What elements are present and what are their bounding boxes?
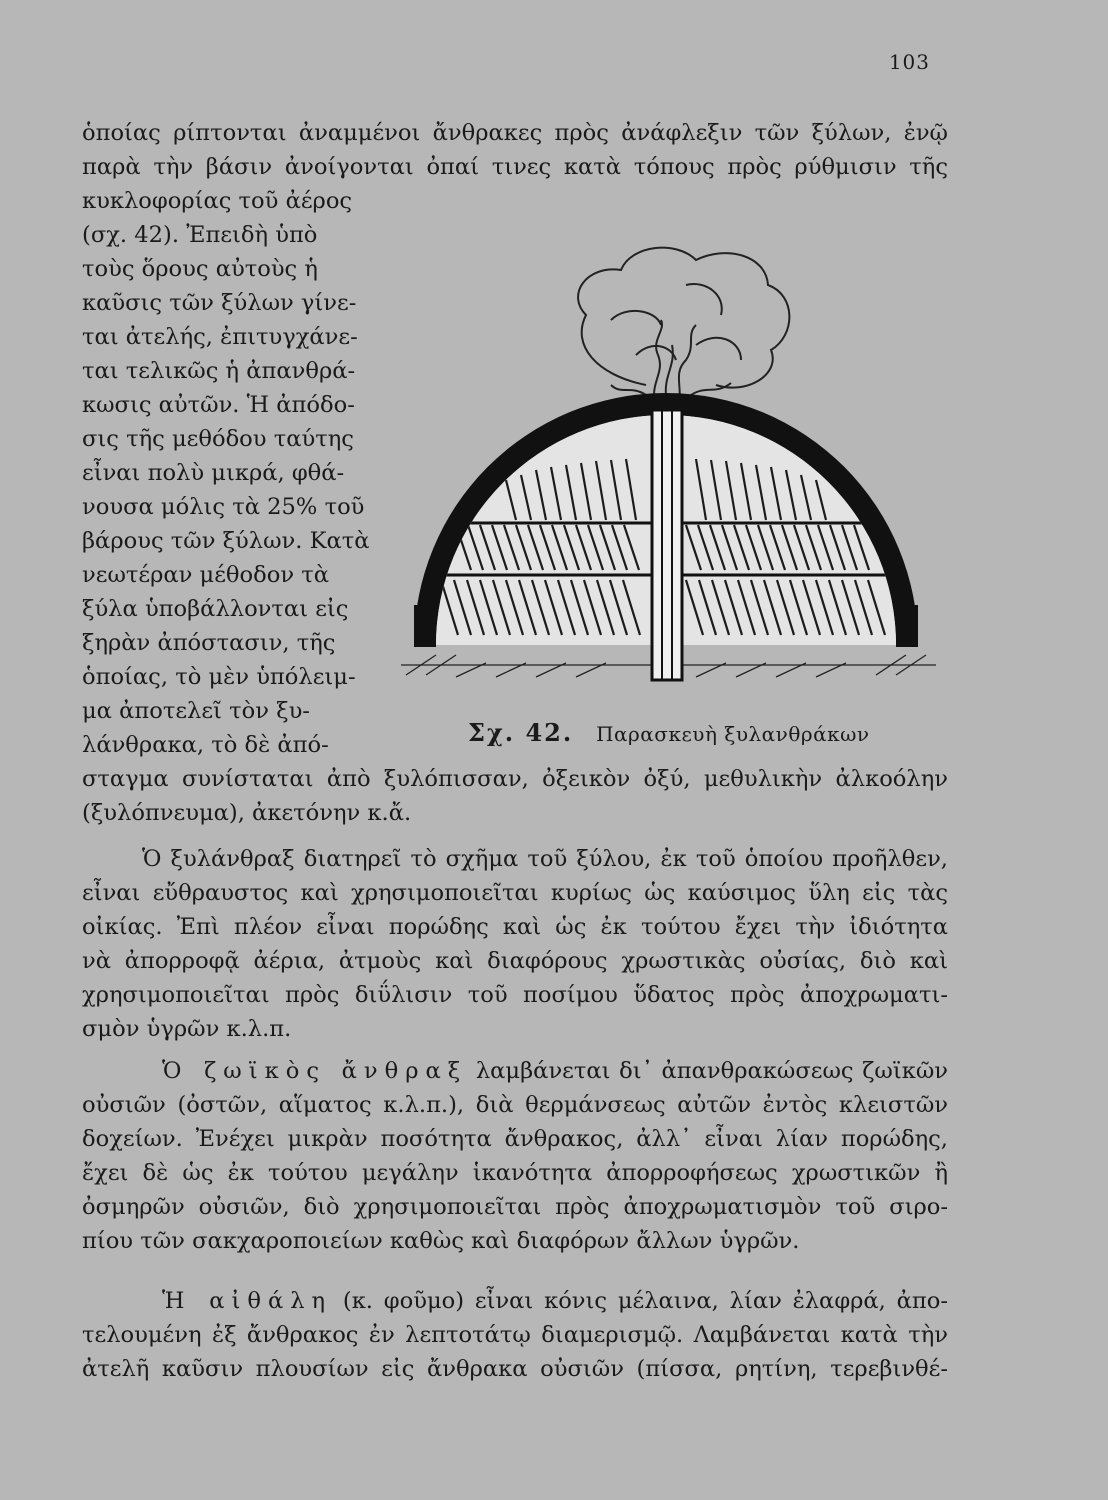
text-line: ται τελικῶς ἡ ἀπανθρά-	[82, 358, 356, 384]
text-line: σταγμα συνίσταται ἀπὸ ξυλόπισσαν, ὀξεικὸν ὀξύ, μεθυλικὴν ἀλκοόλην	[82, 766, 948, 792]
text-line: τοὺς ὅρους αὐτοὺς ἡ	[82, 256, 318, 282]
text-line: κυκλοφορίας τοῦ ἀέρος	[82, 188, 353, 214]
page-number: 103	[888, 50, 930, 74]
text-line: βάρους τῶν ξύλων. Κατὰ	[82, 528, 370, 554]
text-line: παρὰ τὴν βάσιν ἀνοίγονται ὀπαί τινες κατὰ τόπους πρὸς ρύθμισιν τῆς	[82, 154, 948, 180]
text-line: νὰ ἀπορροφᾷ ἀέρια, ἀτμοὺς καὶ διαφόρους χρωστικὰς οὐσίας, διὸ καὶ	[82, 948, 948, 974]
figure-caption	[468, 718, 870, 747]
paragraph-4	[82, 1284, 948, 1386]
text-line: ὁποίας, τὸ μὲν ὑπόλειμ-	[82, 664, 356, 690]
figure-label: Σχ. 42.	[468, 718, 574, 747]
text-line: χρησιμοποιεῖται πρὸς διΰλισιν τοῦ ποσίμου ὕδατος πρὸς ἀποχρωματι-	[82, 982, 948, 1008]
term-zoikos-anthrax: Ὁ ζωϊκὸς ἄνθραξ	[162, 1058, 468, 1084]
figure-caption-text: Παρασκευὴ ξυλανθράκων	[596, 722, 870, 746]
text-line	[82, 1284, 948, 1318]
text-line	[82, 1054, 948, 1088]
text-line: Ὁ ξυλάνθραξ διατηρεῖ τὸ σχῆμα τοῦ ξύλου, ἐκ τοῦ ὁποίου προῆλθεν,	[142, 846, 948, 872]
term-aithali: Ἡ αἰθάλη	[162, 1288, 333, 1314]
text-line: νουσα μόλις τὰ 25% τοῦ	[82, 494, 365, 520]
text-fragment: (κ. φοῦμο) εἶναι κόνις μέλαινα, λίαν ἐλαφρά, ἀπο-	[342, 1288, 948, 1314]
text-line: ξηρὰν ἀπόστασιν, τῆς	[82, 630, 336, 656]
text-line: οἰκίας. Ἐπὶ πλέον εἶναι πορώδης καὶ ὡς ἐκ τούτου ἔχει τὴν ἰδιότητα	[82, 914, 948, 940]
text-line: κωσις αὐτῶν. Ἡ ἀπόδο-	[82, 392, 355, 418]
text-line: εἶναι πολὺ μικρά, φθά-	[82, 460, 345, 486]
text-line: πίου τῶν σακχαροποιείων καθὼς καὶ διαφόρων ἄλλων ὑγρῶν.	[82, 1228, 800, 1254]
text-line: ται ἀτελής, ἐπιτυγχάνε-	[82, 324, 358, 350]
text-line: ἀτελῆ καῦσιν πλουσίων εἰς ἄνθρακα οὐσιῶν (πίσσα, ρητίνη, τερεβινθέ-	[82, 1356, 948, 1382]
text-fragment: λαμβάνεται δι᾽ ἀπανθρακώσεως ζωϊκῶν	[475, 1058, 948, 1084]
text-line: σμὸν ὑγρῶν κ.λ.π.	[82, 1016, 292, 1042]
text-line: οὐσιῶν (ὀστῶν, αἵματος κ.λ.π.), διὰ θερμάνσεως αὐτῶν ἐντὸς κλειστῶν	[82, 1092, 948, 1118]
paragraph-1-end	[82, 762, 948, 830]
column-text	[82, 184, 372, 762]
paragraph-3	[82, 1054, 948, 1258]
charcoal-kiln-illustration	[396, 225, 941, 695]
text-line: ὀσμηρῶν οὐσιῶν, διὸ χρησιμοποιεῖται πρὸς ἀποχρωματισμὸν τοῦ σιρο-	[82, 1194, 948, 1220]
text-line: ὁποίας ρίπτονται ἀναμμένοι ἄνθρακες πρὸς ἀνάφλεξιν τῶν ξύλων, ἐνῷ	[82, 120, 948, 146]
text-line: δοχείων. Ἐνέχει μικρὰν ποσότητα ἄνθρακος, ἀλλ᾽ εἶναι λίαν πορώδης,	[82, 1126, 948, 1152]
text-line: λάνθρακα, τὸ δὲ ἀπό-	[82, 732, 329, 758]
text-line: μα ἀποτελεῖ τὸν ξυ-	[82, 698, 310, 724]
text-line: ἔχει δὲ ὡς ἐκ τούτου μεγάλην ἱκανότητα ἀπορροφήσεως χρωστικῶν ἢ	[82, 1160, 948, 1186]
text-line: (σχ. 42). Ἐπειδὴ ὑπὸ	[82, 222, 318, 248]
text-line: σις τῆς μεθόδου ταύτης	[82, 426, 354, 452]
text-line: καῦσις τῶν ξύλων γίνε-	[82, 290, 357, 316]
paragraph-2	[82, 842, 948, 1046]
text-line: νεωτέραν μέθοδον τὰ	[82, 562, 329, 588]
text-line: (ξυλόπνευμα), ἀκετόνην κ.ἄ.	[82, 800, 412, 826]
top-text	[82, 116, 948, 184]
text-line: ξύλα ὑποβάλλονται εἰς	[82, 596, 349, 622]
text-line: εἶναι εὔθραυστος καὶ χρησιμοποιεῖται κυρίως ὡς καύσιμος ὕλη εἰς τὰς	[82, 880, 948, 906]
text-line: τελουμένη ἐξ ἄνθρακος ἐν λεπτοτάτῳ διαμερισμῷ. Λαμβάνεται κατὰ τὴν	[82, 1322, 948, 1348]
